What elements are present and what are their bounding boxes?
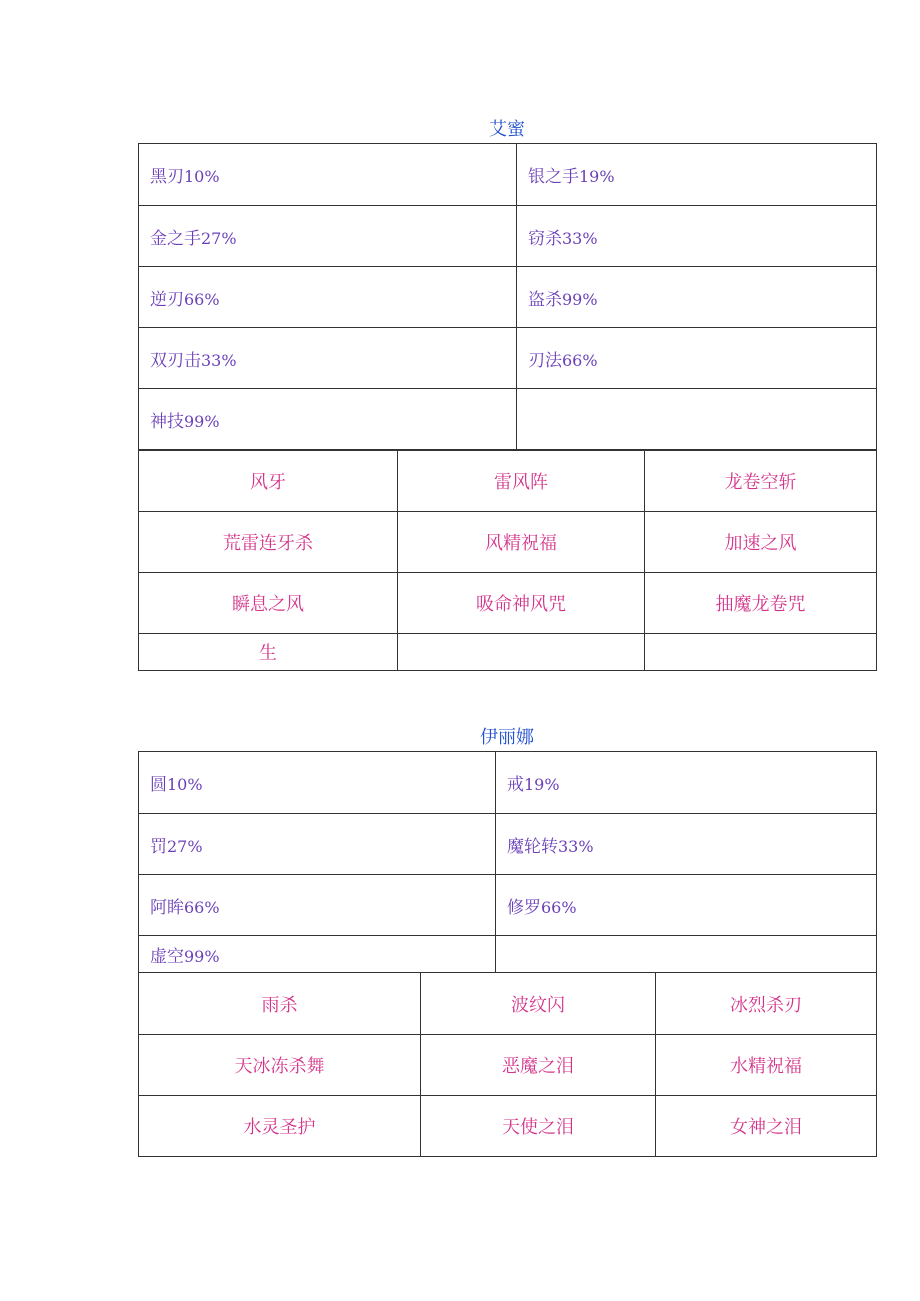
skill-cell: 波纹闪 [421, 973, 656, 1035]
stat-cell: 双刃击33% [139, 328, 517, 389]
stat-cell: 罚27% [139, 814, 496, 875]
stats-table [138, 143, 877, 450]
stat-cell: 窃杀33% [517, 206, 877, 267]
stats-table [138, 751, 877, 973]
stat-cell: 阿眸66% [139, 875, 496, 936]
stat-cell: 逆刃66% [139, 267, 517, 328]
stat-cell: 银之手19% [517, 144, 877, 206]
skill-cell-empty [645, 634, 877, 671]
stat-cell: 戒19% [496, 752, 877, 814]
skill-cell: 天使之泪 [421, 1096, 656, 1157]
skill-cell: 生 [139, 634, 398, 671]
stat-cell: 虚空99% [139, 936, 496, 973]
skill-cell: 风精祝福 [398, 512, 645, 573]
skill-cell: 恶魔之泪 [421, 1035, 656, 1096]
skills-table [138, 450, 877, 671]
skill-cell: 水灵圣护 [139, 1096, 421, 1157]
skill-cell: 风牙 [139, 451, 398, 512]
skill-cell: 冰烈杀刃 [656, 973, 877, 1035]
skill-cell: 抽魔龙卷咒 [645, 573, 877, 634]
section-title: 伊丽娜 [480, 727, 534, 748]
skill-cell-empty [398, 634, 645, 671]
stat-cell-empty [517, 389, 877, 450]
skill-cell: 女神之泪 [656, 1096, 877, 1157]
skill-cell: 水精祝福 [656, 1035, 877, 1096]
stat-cell: 修罗66% [496, 875, 877, 936]
stat-cell: 盗杀99% [517, 267, 877, 328]
stat-cell: 刃法66% [517, 328, 877, 389]
skills-table [138, 972, 877, 1157]
stat-cell: 神技99% [139, 389, 517, 450]
stat-cell: 圆10% [139, 752, 496, 814]
stat-cell: 魔轮转33% [496, 814, 877, 875]
skill-cell: 雨杀 [139, 973, 421, 1035]
skill-cell: 吸命神风咒 [398, 573, 645, 634]
skill-cell: 龙卷空斩 [645, 451, 877, 512]
skill-cell: 加速之风 [645, 512, 877, 573]
skill-cell: 天冰冻杀舞 [139, 1035, 421, 1096]
skill-cell: 雷风阵 [398, 451, 645, 512]
stat-cell-empty [496, 936, 877, 973]
skill-cell: 荒雷连牙杀 [139, 512, 398, 573]
stat-cell: 黑刃10% [139, 144, 517, 206]
stat-cell: 金之手27% [139, 206, 517, 267]
section-title: 艾蜜 [489, 119, 525, 140]
skill-cell: 瞬息之风 [139, 573, 398, 634]
